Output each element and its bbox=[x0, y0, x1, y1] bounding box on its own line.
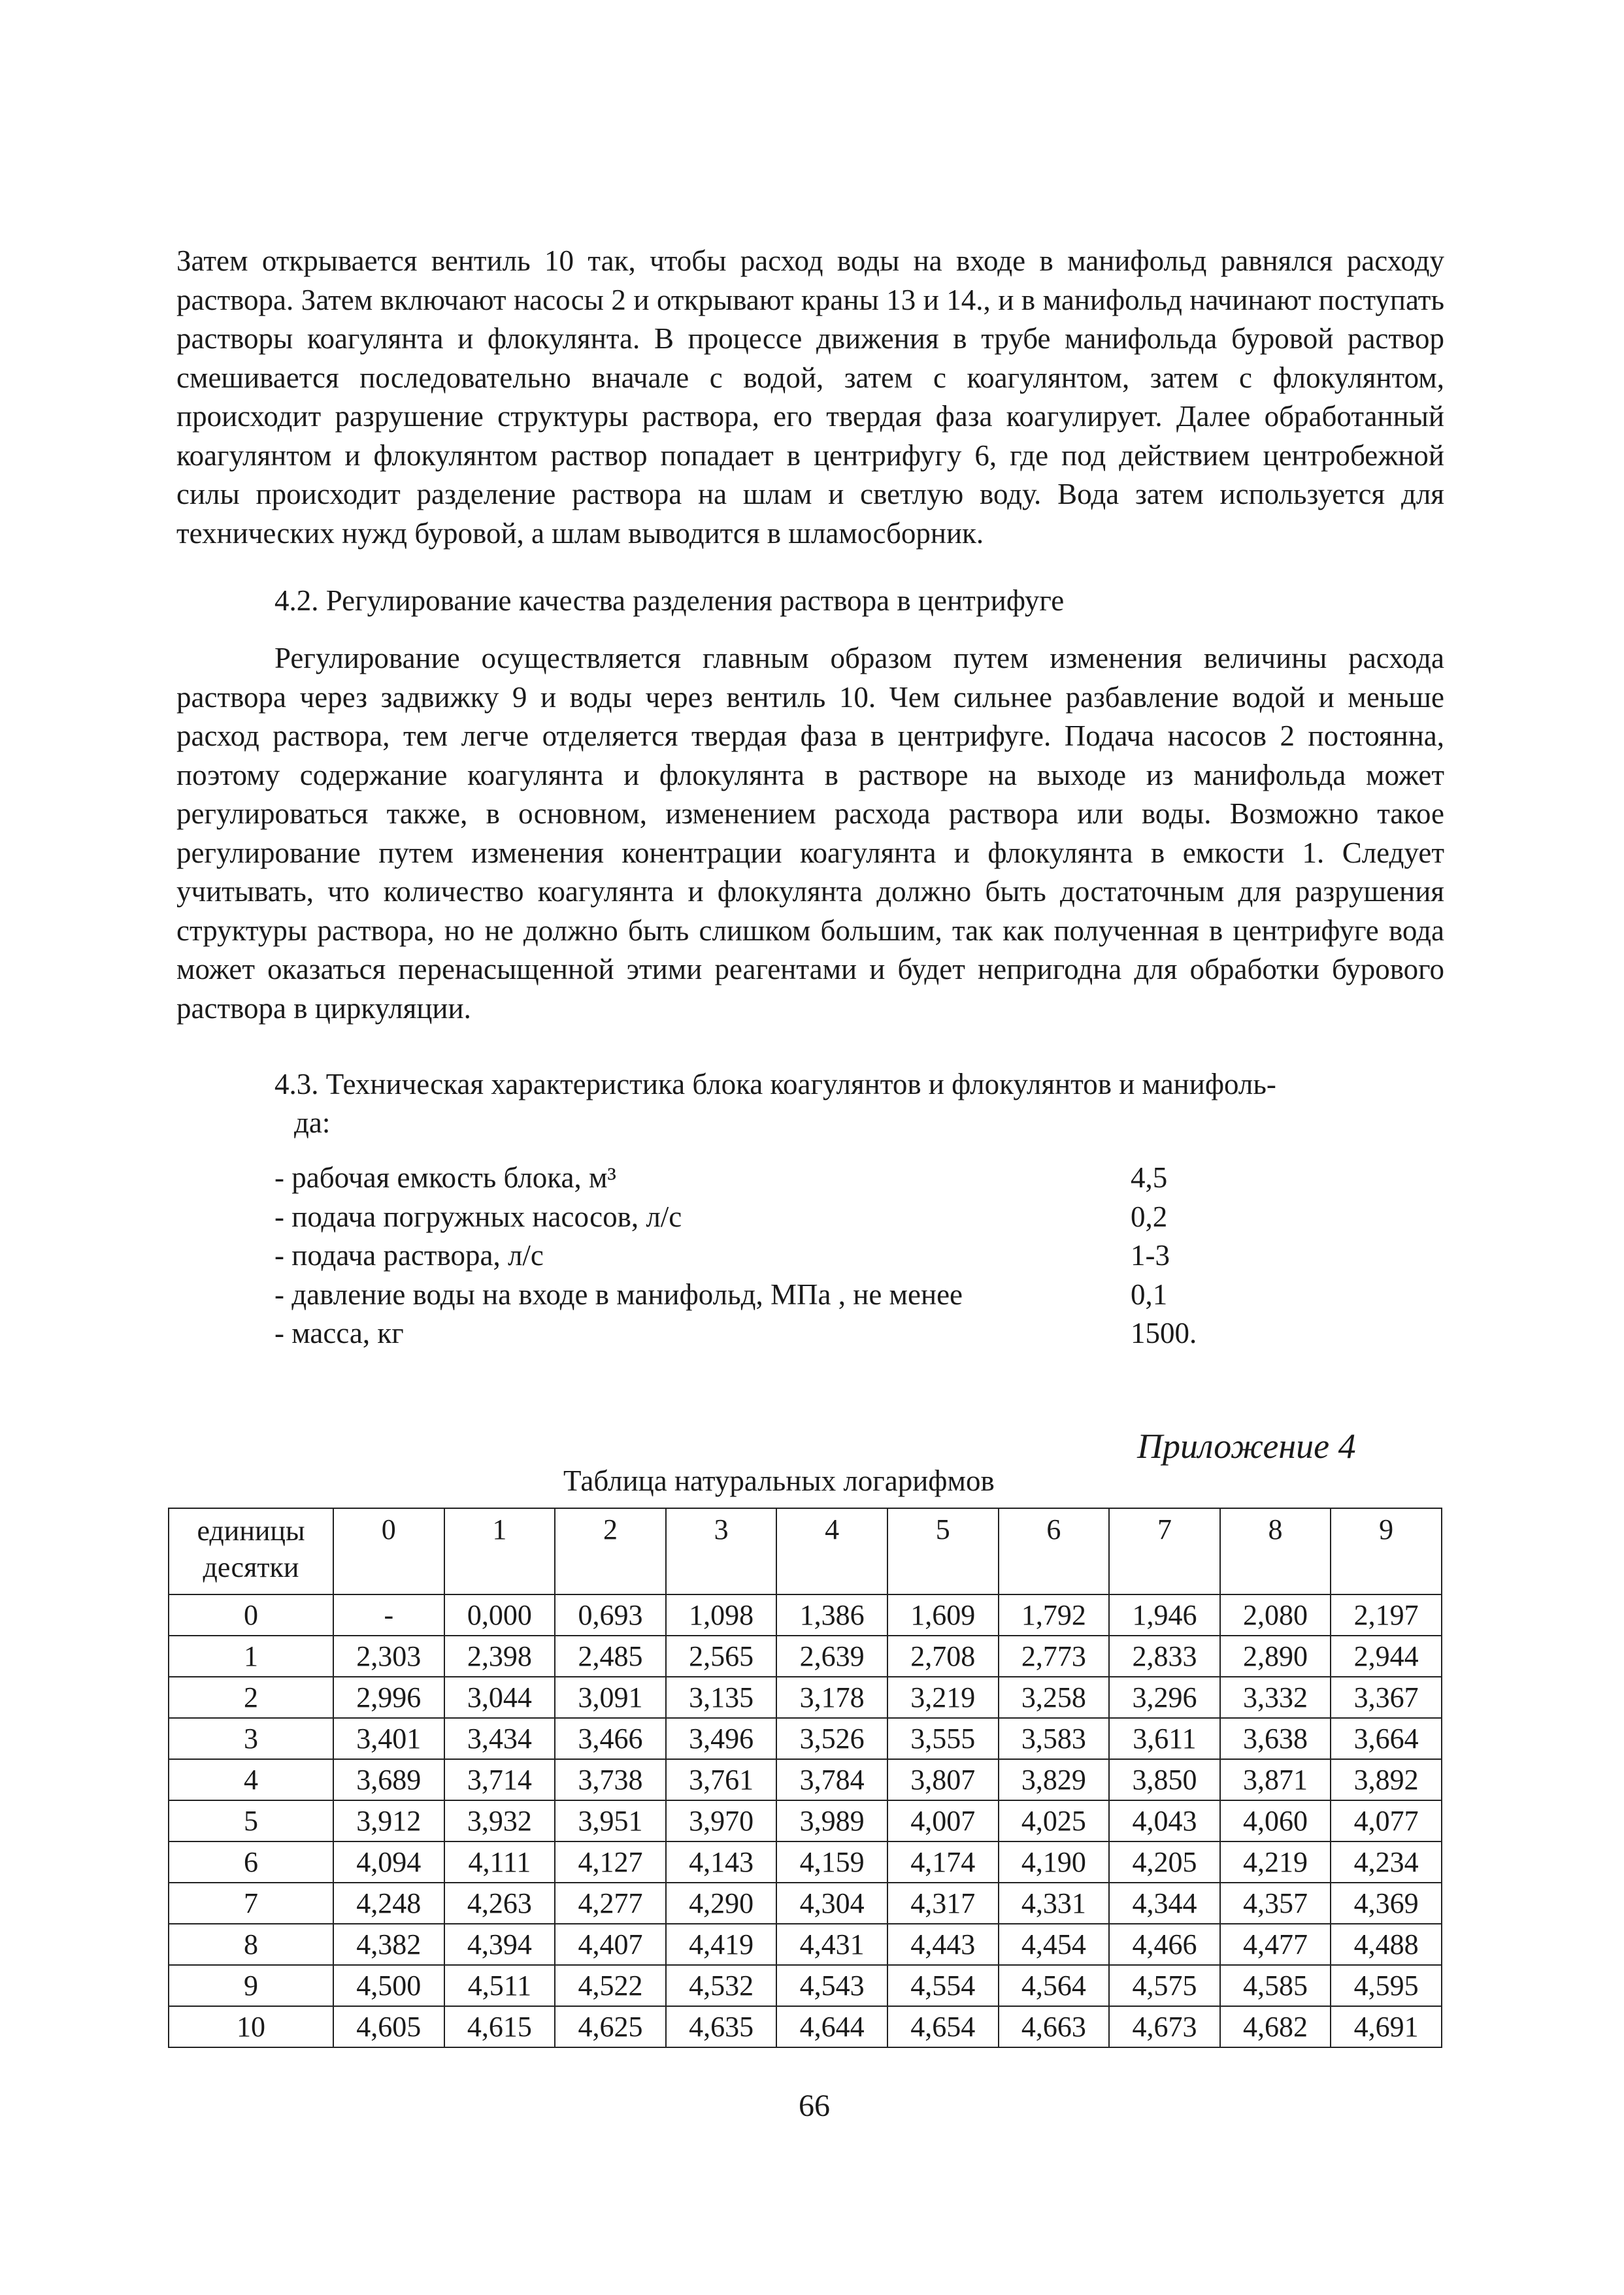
section-heading-4-3 bbox=[274, 1065, 1438, 1142]
table-cell: 4,219 bbox=[1220, 1841, 1331, 1883]
table-cell: 4,454 bbox=[999, 1924, 1110, 1965]
table-column-header: 9 bbox=[1331, 1508, 1442, 1594]
table-row bbox=[169, 1677, 1442, 1718]
table-cell: 1,609 bbox=[887, 1594, 999, 1636]
table-cell: 3,367 bbox=[1331, 1677, 1442, 1718]
table-cell: 4,615 bbox=[444, 2006, 555, 2047]
table-cell: 0,693 bbox=[555, 1594, 666, 1636]
table-column-header: 6 bbox=[999, 1508, 1110, 1594]
row-tens-label: 0 bbox=[169, 1594, 333, 1636]
table-row bbox=[169, 1800, 1442, 1841]
table-cell: 4,443 bbox=[887, 1924, 999, 1965]
table-row bbox=[169, 1718, 1442, 1759]
table-cell: 3,044 bbox=[444, 1677, 555, 1718]
section-heading-4-3-line2: да: bbox=[294, 1106, 331, 1139]
table-cell: 2,485 bbox=[555, 1636, 666, 1677]
table-cell: 2,080 bbox=[1220, 1594, 1331, 1636]
table-cell: 4,248 bbox=[333, 1883, 444, 1924]
spec-list bbox=[274, 1159, 1216, 1353]
table-row bbox=[169, 1924, 1442, 1965]
spec-value: 4,5 bbox=[1131, 1161, 1168, 1194]
table-cell: 3,714 bbox=[444, 1759, 555, 1800]
table-cell: 3,784 bbox=[776, 1759, 887, 1800]
row-tens-label: 9 bbox=[169, 1965, 333, 2006]
spec-item bbox=[274, 1159, 1216, 1198]
spec-item bbox=[274, 1276, 1216, 1315]
table-column-header: 2 bbox=[555, 1508, 666, 1594]
table-cell: 4,077 bbox=[1331, 1800, 1442, 1841]
table-cell: 3,932 bbox=[444, 1800, 555, 1841]
table-cell: 4,419 bbox=[666, 1924, 777, 1965]
row-tens-label: 4 bbox=[169, 1759, 333, 1800]
table-cell: 4,691 bbox=[1331, 2006, 1442, 2047]
table-cell: 3,871 bbox=[1220, 1759, 1331, 1800]
natural-log-table bbox=[168, 1508, 1442, 2048]
table-cell: 3,970 bbox=[666, 1800, 777, 1841]
table-cell: 3,951 bbox=[555, 1800, 666, 1841]
table-row bbox=[169, 1594, 1442, 1636]
table-row bbox=[169, 1965, 1442, 2006]
spec-label: - давление воды на входе в манифольд, МПа , не менее bbox=[274, 1278, 963, 1311]
table-cell: 4,277 bbox=[555, 1883, 666, 1924]
table-cell: 2,303 bbox=[333, 1636, 444, 1677]
table-caption: Таблица натуральных логарифмов bbox=[563, 1464, 995, 1497]
table-cell: 3,526 bbox=[776, 1718, 887, 1759]
table-cell: 2,944 bbox=[1331, 1636, 1442, 1677]
table-column-header: 3 bbox=[666, 1508, 777, 1594]
table-cell: 4,625 bbox=[555, 2006, 666, 2047]
table-cell: 4,007 bbox=[887, 1800, 999, 1841]
table-cell: 1,386 bbox=[776, 1594, 887, 1636]
table-cell: 3,850 bbox=[1109, 1759, 1220, 1800]
table-cell: 4,127 bbox=[555, 1841, 666, 1883]
table-cell: 4,585 bbox=[1220, 1965, 1331, 2006]
table-cell: 3,332 bbox=[1220, 1677, 1331, 1718]
table-cell: 3,892 bbox=[1331, 1759, 1442, 1800]
table-cell: 4,111 bbox=[444, 1841, 555, 1883]
corner-tens-label: десятки bbox=[203, 1551, 299, 1583]
section-heading-4-2: 4.2. Регулирование качества разделения раствора в центрифуге bbox=[274, 584, 1065, 617]
appendix-label: Приложение 4 bbox=[1137, 1427, 1356, 1466]
table-cell: 4,394 bbox=[444, 1924, 555, 1965]
table-cell: 3,434 bbox=[444, 1718, 555, 1759]
table-cell: 4,644 bbox=[776, 2006, 887, 2047]
table-column-header: 1 bbox=[444, 1508, 555, 1594]
table-cell: 4,407 bbox=[555, 1924, 666, 1965]
table-cell: 4,595 bbox=[1331, 1965, 1442, 2006]
table-cell: 2,565 bbox=[666, 1636, 777, 1677]
spec-label: - подача погружных насосов, л/с bbox=[274, 1200, 682, 1233]
table-cell: 2,890 bbox=[1220, 1636, 1331, 1677]
table-column-header: 5 bbox=[887, 1508, 999, 1594]
table-cell: 4,488 bbox=[1331, 1924, 1442, 1965]
table-cell: 3,583 bbox=[999, 1718, 1110, 1759]
row-tens-label: 3 bbox=[169, 1718, 333, 1759]
table-cell: 4,382 bbox=[333, 1924, 444, 1965]
table-cell: 3,738 bbox=[555, 1759, 666, 1800]
table-cell: 0,000 bbox=[444, 1594, 555, 1636]
table-cell: 4,290 bbox=[666, 1883, 777, 1924]
table-cell: 4,263 bbox=[444, 1883, 555, 1924]
table-header-row bbox=[169, 1508, 1442, 1594]
spec-item bbox=[274, 1314, 1216, 1353]
table-cell: 3,555 bbox=[887, 1718, 999, 1759]
table-cell: 4,143 bbox=[666, 1841, 777, 1883]
table-cell: 3,638 bbox=[1220, 1718, 1331, 1759]
table-cell: 4,174 bbox=[887, 1841, 999, 1883]
table-cell: 4,673 bbox=[1109, 2006, 1220, 2047]
table-cell: 4,543 bbox=[776, 1965, 887, 2006]
table-cell: 3,466 bbox=[555, 1718, 666, 1759]
table-cell: 2,773 bbox=[999, 1636, 1110, 1677]
table-cell: 4,477 bbox=[1220, 1924, 1331, 1965]
table-cell: 4,317 bbox=[887, 1883, 999, 1924]
table-cell: 4,060 bbox=[1220, 1800, 1331, 1841]
table-cell: - bbox=[333, 1594, 444, 1636]
table-cell: 1,946 bbox=[1109, 1594, 1220, 1636]
table-cell: 1,792 bbox=[999, 1594, 1110, 1636]
table-cell: 3,296 bbox=[1109, 1677, 1220, 1718]
table-cell: 3,258 bbox=[999, 1677, 1110, 1718]
table-cell: 4,344 bbox=[1109, 1883, 1220, 1924]
row-tens-label: 7 bbox=[169, 1883, 333, 1924]
spec-value: 1-3 bbox=[1131, 1239, 1170, 1272]
table-cell: 4,466 bbox=[1109, 1924, 1220, 1965]
table-cell: 3,496 bbox=[666, 1718, 777, 1759]
table-cell: 3,912 bbox=[333, 1800, 444, 1841]
corner-units-label: единицы bbox=[197, 1515, 305, 1547]
table-cell: 4,431 bbox=[776, 1924, 887, 1965]
table-row bbox=[169, 1841, 1442, 1883]
table-cell: 2,996 bbox=[333, 1677, 444, 1718]
table-column-header: 8 bbox=[1220, 1508, 1331, 1594]
table-cell: 4,094 bbox=[333, 1841, 444, 1883]
row-tens-label: 5 bbox=[169, 1800, 333, 1841]
table-cell: 3,664 bbox=[1331, 1718, 1442, 1759]
table-cell: 4,369 bbox=[1331, 1883, 1442, 1924]
spec-label: - рабочая емкость блока, м³ bbox=[274, 1161, 616, 1194]
body-paragraph-flow: Затем открывается вентиль 10 так, чтобы расход воды на входе в манифольд равнялся расходу раствора. Затем включают насосы 2 и открывают краны 13 и 14., и в манифольд начинают поступать растворы коагулянта и флокулянта. В процессе движения в трубе манифольда буровой раствор смешивается последовательно вначале с водой, затем с коагулянтом, затем с флокулянтом, происходит разрушение структуры раствора, его твердая фаза коагулирует. Далее обработанный коагулянтом и флокулянтом раствор попадает в центрифугу 6, где под действием центробежной силы происходит разделение раствора на шлам и светлую воду. Вода затем используется для технических нужд буровой, а шлам выводится в шламосборник. bbox=[176, 244, 1444, 550]
table-cell: 4,605 bbox=[333, 2006, 444, 2047]
table-cell: 4,234 bbox=[1331, 1841, 1442, 1883]
table-cell: 3,401 bbox=[333, 1718, 444, 1759]
table-cell: 3,989 bbox=[776, 1800, 887, 1841]
spec-value: 0,1 bbox=[1131, 1278, 1168, 1311]
table-row bbox=[169, 1636, 1442, 1677]
table-cell: 3,807 bbox=[887, 1759, 999, 1800]
table-cell: 4,532 bbox=[666, 1965, 777, 2006]
table-cell: 4,575 bbox=[1109, 1965, 1220, 2006]
table-cell: 3,689 bbox=[333, 1759, 444, 1800]
table-row bbox=[169, 1883, 1442, 1924]
table-column-header: 7 bbox=[1109, 1508, 1220, 1594]
table-cell: 4,159 bbox=[776, 1841, 887, 1883]
table-cell: 3,091 bbox=[555, 1677, 666, 1718]
table-row bbox=[169, 2006, 1442, 2047]
table-cell: 3,611 bbox=[1109, 1718, 1220, 1759]
table-cell: 4,654 bbox=[887, 2006, 999, 2047]
row-tens-label: 8 bbox=[169, 1924, 333, 1965]
table-cell: 4,522 bbox=[555, 1965, 666, 2006]
body-paragraph-regulation: Регулирование осуществляется главным образом путем изменения величины расхода раствора через задвижку 9 и воды через вентиль 10. Чем сильнее разбавление водой и меньше расход раствора, тем легче отделяется твердая фаза в центрифуге. Подача насосов 2 постоянна, поэтому содержание коагулянта и флокулянта в растворе на выходе из манифольда может регулироваться также, в основном, изменением расхода раствора или воды. Возможно такое регулирование путем изменения конентрации коагулянта и флокулянта в емкости 1. Следует учитывать, что количество коагулянта и флокулянта должно быть достаточным для разрушения структуры раствора, но не должно быть слишком большим, так как полученная в центрифуге вода может оказаться перенасыщенной этими реагентами и будет непригодна для обработки бурового раствора в циркуляции. bbox=[176, 642, 1444, 1025]
table-cell: 2,639 bbox=[776, 1636, 887, 1677]
row-tens-label: 10 bbox=[169, 2006, 333, 2047]
table-cell: 2,197 bbox=[1331, 1594, 1442, 1636]
spec-item bbox=[274, 1236, 1216, 1276]
table-cell: 4,564 bbox=[999, 1965, 1110, 2006]
table-cell: 3,178 bbox=[776, 1677, 887, 1718]
row-tens-label: 6 bbox=[169, 1841, 333, 1883]
table-cell: 3,219 bbox=[887, 1677, 999, 1718]
row-tens-label: 1 bbox=[169, 1636, 333, 1677]
page-number: 66 bbox=[799, 2089, 830, 2123]
table-cell: 4,190 bbox=[999, 1841, 1110, 1883]
spec-item bbox=[274, 1198, 1216, 1237]
table-row bbox=[169, 1759, 1442, 1800]
spec-value: 1500. bbox=[1131, 1317, 1197, 1349]
table-cell: 4,043 bbox=[1109, 1800, 1220, 1841]
table-cell: 2,398 bbox=[444, 1636, 555, 1677]
table-cell: 4,635 bbox=[666, 2006, 777, 2047]
spec-label: - масса, кг bbox=[274, 1317, 404, 1349]
table-body bbox=[169, 1594, 1442, 2047]
table-cell: 4,331 bbox=[999, 1883, 1110, 1924]
table-cell: 4,205 bbox=[1109, 1841, 1220, 1883]
table-cell: 4,554 bbox=[887, 1965, 999, 2006]
table-cell: 1,098 bbox=[666, 1594, 777, 1636]
table-cell: 3,135 bbox=[666, 1677, 777, 1718]
table-cell: 3,829 bbox=[999, 1759, 1110, 1800]
table-cell: 2,833 bbox=[1109, 1636, 1220, 1677]
table-cell: 3,761 bbox=[666, 1759, 777, 1800]
spec-label: - подача раствора, л/с bbox=[274, 1239, 544, 1272]
table-cell: 4,511 bbox=[444, 1965, 555, 2006]
table-cell: 2,708 bbox=[887, 1636, 999, 1677]
table-cell: 4,682 bbox=[1220, 2006, 1331, 2047]
table-column-header: 0 bbox=[333, 1508, 444, 1594]
table-cell: 4,663 bbox=[999, 2006, 1110, 2047]
table-column-header: 4 bbox=[776, 1508, 887, 1594]
table-corner-header bbox=[169, 1508, 333, 1594]
section-heading-4-3-line1: 4.3. Техническая характеристика блока коагулянтов и флокулянтов и манифоль- bbox=[274, 1068, 1276, 1100]
table-cell: 4,500 bbox=[333, 1965, 444, 2006]
table-cell: 4,304 bbox=[776, 1883, 887, 1924]
spec-value: 0,2 bbox=[1131, 1200, 1168, 1233]
table-cell: 4,025 bbox=[999, 1800, 1110, 1841]
row-tens-label: 2 bbox=[169, 1677, 333, 1718]
table-cell: 4,357 bbox=[1220, 1883, 1331, 1924]
